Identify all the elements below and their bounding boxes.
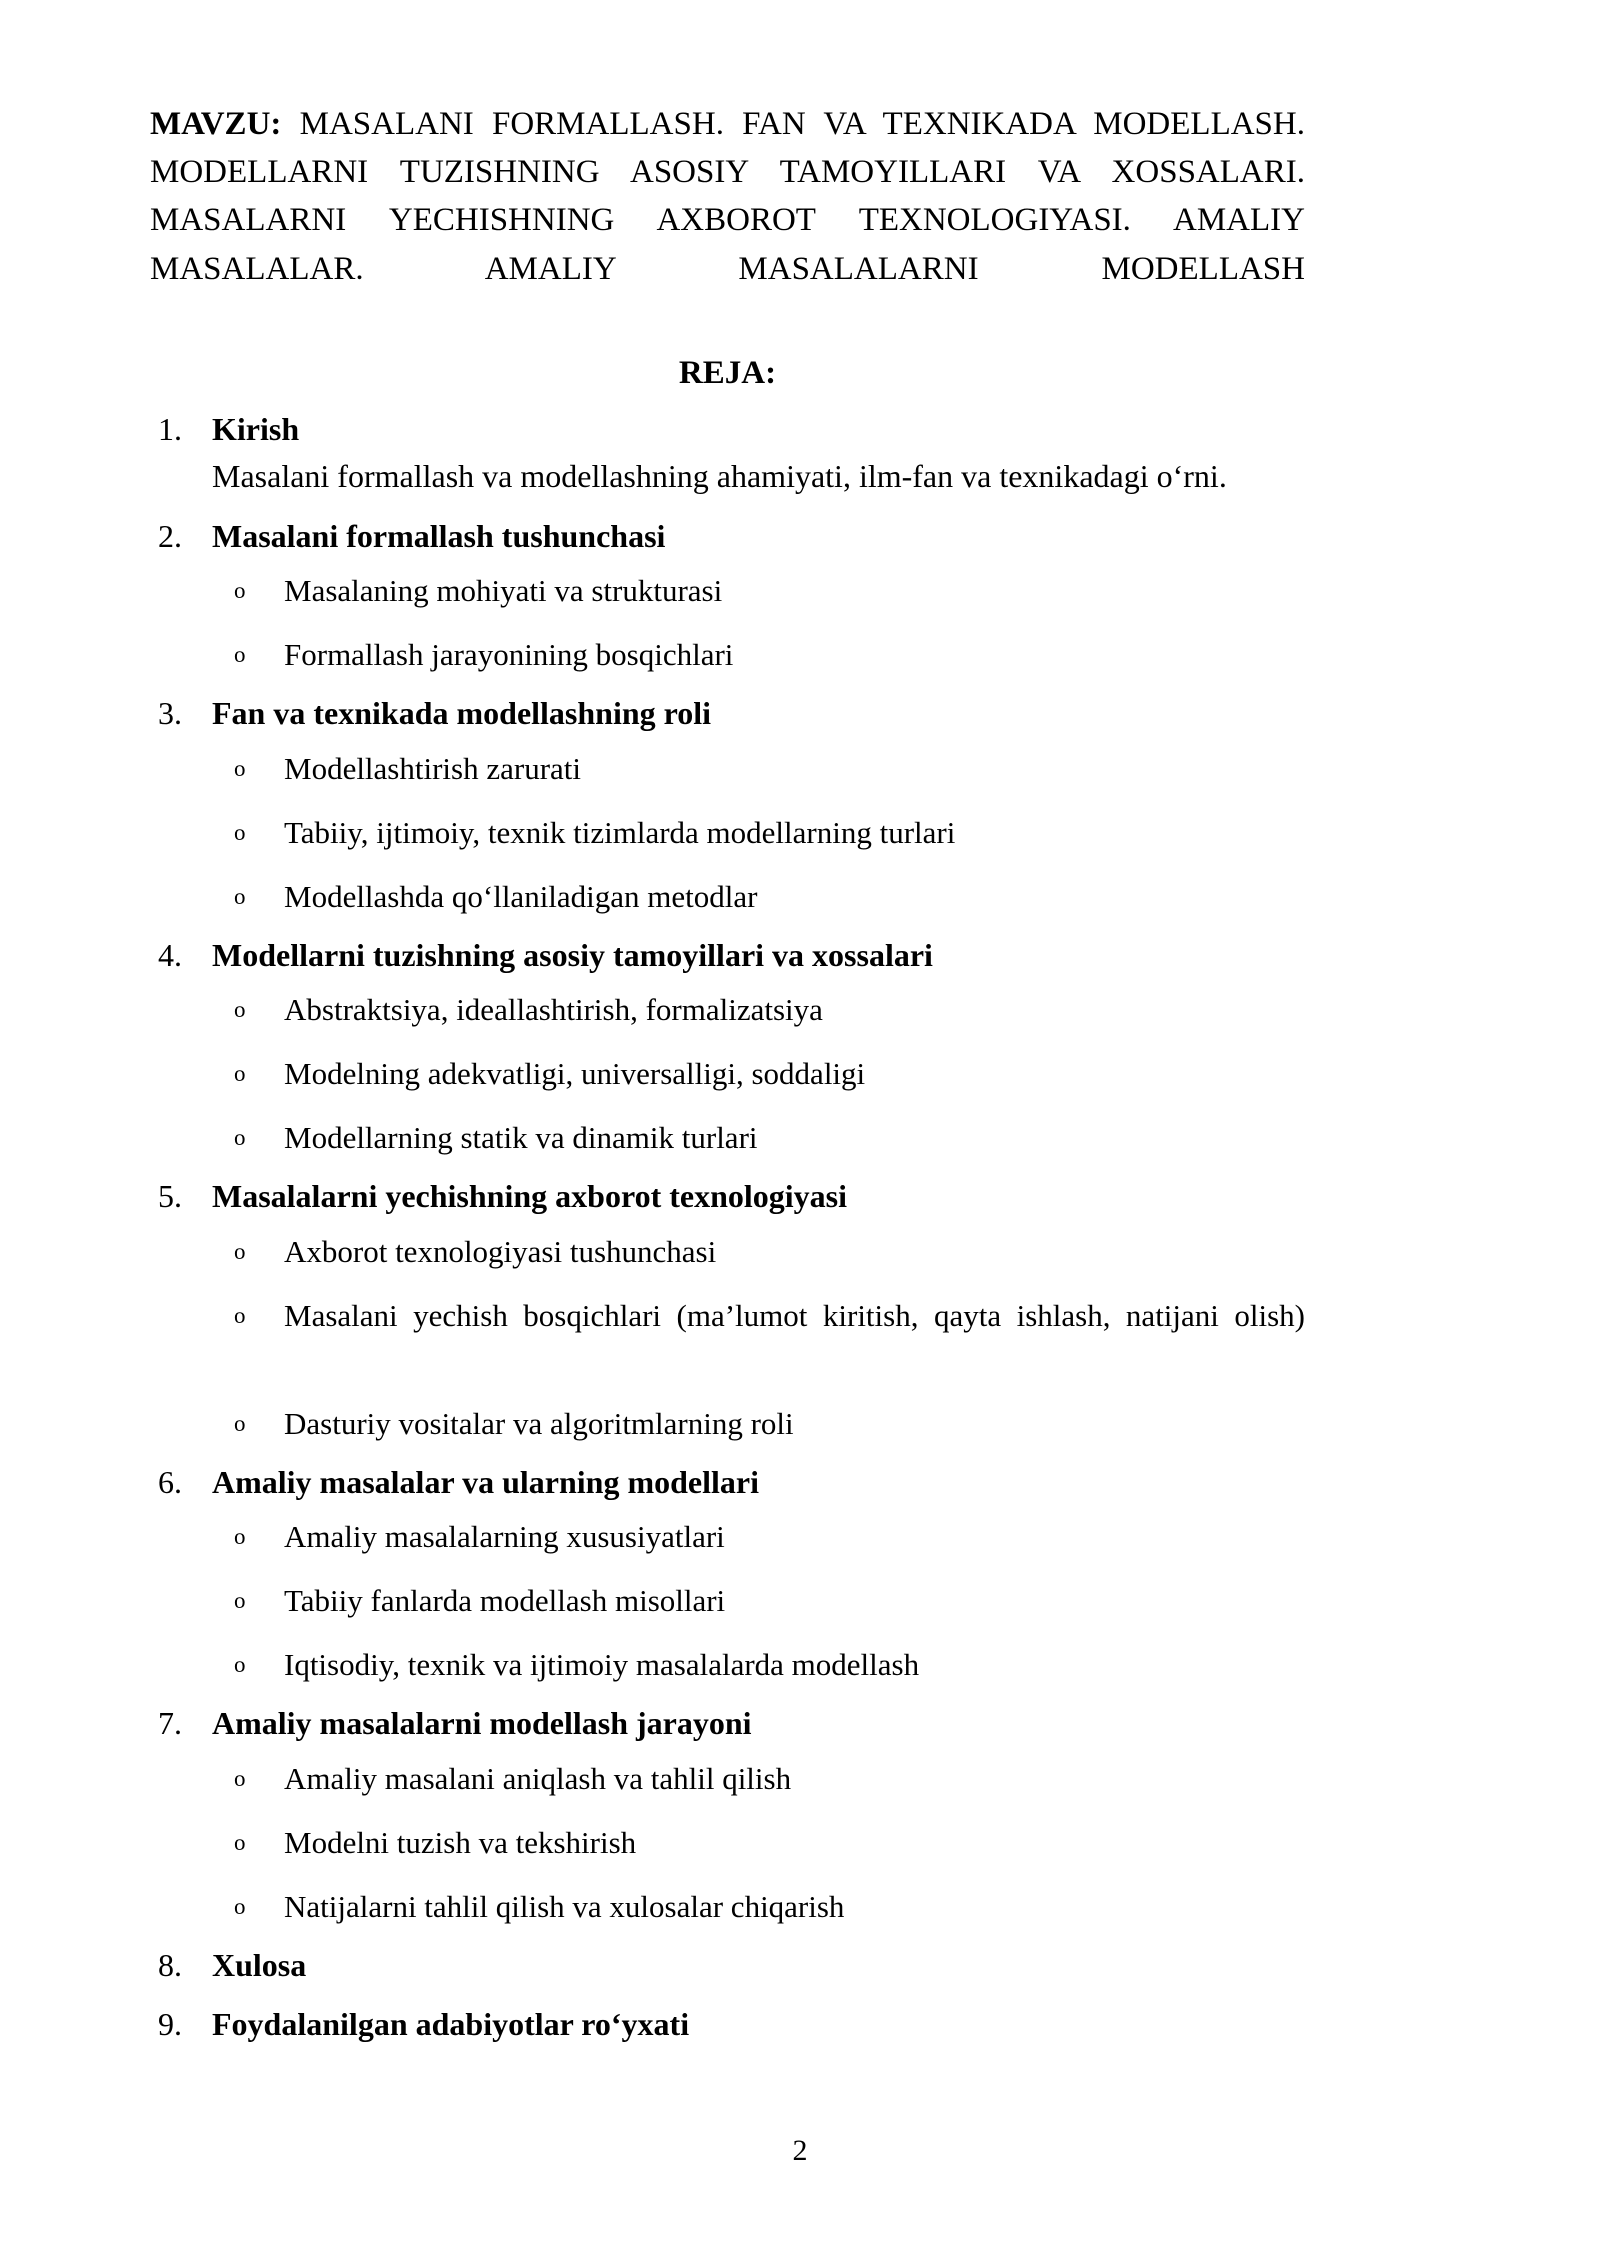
outline-item: [150, 514, 1305, 677]
outline-sub-item: [212, 569, 1305, 613]
bullet-o-icon: o: [234, 578, 246, 604]
bullet-o-icon: o: [234, 1588, 246, 1614]
bullet-o-icon: o: [234, 755, 246, 781]
bullet-o-icon: o: [234, 1302, 246, 1328]
outline-item-number: 8.: [158, 1946, 182, 1983]
bullet-o-icon: o: [234, 1893, 246, 1919]
outline-item: [150, 1943, 1305, 1988]
title-subject-text: MASALANI FORMALLASH. FAN VA TEXNIKADA MODELLASH. MODELLARNI TUZISHNING ASOSIY TAMOYILLARI VA XOSSALARI. MASALARNI YECHISHNING AXBOROT TEXNOLOGIYASI. AMALIY MASALALAR. AMALIY MASALALARNI MODELLASH: [150, 106, 1305, 287]
outline-sub-item-label: Modelning adekvatligi, universalligi, soddaligi: [284, 1056, 866, 1092]
outline-item-number: 7.: [158, 1705, 182, 1742]
outline-sub-item: [212, 1116, 1305, 1160]
bullet-o-icon: o: [234, 1061, 246, 1087]
outline-item-number: 1.: [158, 411, 182, 448]
outline-sub-item: [212, 1402, 1305, 1446]
bullet-o-icon: o: [234, 883, 246, 909]
outline-item-title: Foydalanilgan adabiyotlar ro‘yxati: [212, 2006, 690, 2043]
outline-item: [150, 1460, 1305, 1687]
outline-item-description: Masalani formallash va modellashning ahamiyati, ilm-fan va texnikadagi o‘rni.: [212, 458, 1227, 495]
outline-item-title: Masalani formallash tushunchasi: [212, 517, 666, 554]
outline-sub-item-label: Formallash jarayonining bosqichlari: [284, 637, 734, 673]
outline-sub-item-label: Iqtisodiy, texnik va ijtimoiy masalalarda modellash: [284, 1647, 920, 1683]
outline-sub-list: [212, 1515, 1305, 1687]
outline-sub-item: [212, 875, 1305, 919]
outline-item: [150, 407, 1305, 500]
outline-sub-item-label: Masalani yechish bosqichlari (ma’lumot kiritish, qayta ishlash, natijani olish): [284, 1297, 1305, 1333]
outline-sub-item: [212, 1515, 1305, 1559]
outline-sub-item-label: Amaliy masalalarning xususiyatlari: [284, 1519, 725, 1555]
outline-sub-item-label: Masalaning mohiyati va strukturasi: [284, 573, 723, 609]
outline-sub-item: [212, 811, 1305, 855]
outline-item: [150, 2002, 1305, 2047]
outline-sub-item-label: Axborot texnologiyasi tushunchasi: [284, 1233, 717, 1269]
bullet-o-icon: o: [234, 819, 246, 845]
bullet-o-icon: o: [234, 1829, 246, 1855]
outline-sub-item-label: Modellashda qo‘llaniladigan metodlar: [284, 878, 758, 914]
outline-sub-item: [212, 1579, 1305, 1623]
bullet-o-icon: o: [234, 1410, 246, 1436]
outline-sub-item-label: Tabiiy fanlarda modellash misollari: [284, 1583, 726, 1619]
plan-outline-list: [150, 407, 1305, 2048]
outline-sub-item-label: Amaliy masalani aniqlash va tahlil qilish: [284, 1760, 792, 1796]
bullet-o-icon: o: [234, 1125, 246, 1151]
outline-sub-item: [212, 1885, 1305, 1929]
bullet-o-icon: o: [234, 642, 246, 668]
outline-item: [150, 933, 1305, 1160]
outline-item: [150, 691, 1305, 918]
outline-item-number: 2.: [158, 517, 182, 554]
document-title: [150, 100, 1305, 341]
outline-sub-list: [212, 569, 1305, 677]
outline-sub-item: [212, 1643, 1305, 1687]
outline-sub-item-label: Tabiiy, ijtimoiy, texnik tizimlarda modellarning turlari: [284, 814, 956, 850]
outline-item-title: Modellarni tuzishning asosiy tamoyillari va xossalari: [212, 936, 933, 973]
outline-sub-list: [212, 1230, 1305, 1446]
outline-sub-item: [212, 988, 1305, 1032]
bullet-o-icon: o: [234, 1238, 246, 1264]
outline-sub-list: [212, 747, 1305, 919]
outline-sub-list: [212, 988, 1305, 1160]
outline-sub-item: [212, 1052, 1305, 1096]
outline-sub-item: [212, 1821, 1305, 1865]
bullet-o-icon: o: [234, 1652, 246, 1678]
outline-sub-list: [212, 1757, 1305, 1929]
outline-item-title: Kirish: [212, 411, 300, 448]
document-body: [150, 100, 1305, 2048]
outline-sub-item-label: Dasturiy vositalar va algoritmlarning roli: [284, 1405, 794, 1441]
outline-sub-item: [212, 633, 1305, 677]
outline-item-title: Amaliy masalalar va ularning modellari: [212, 1463, 759, 1500]
outline-sub-item: [212, 1757, 1305, 1801]
bullet-o-icon: o: [234, 997, 246, 1023]
outline-item: [150, 1701, 1305, 1928]
outline-sub-item: [212, 1230, 1305, 1274]
outline-item-number: 9.: [158, 2006, 182, 2043]
outline-item: [150, 1174, 1305, 1446]
outline-sub-item-label: Modelni tuzish va tekshirish: [284, 1824, 637, 1860]
outline-item-title: Fan va texnikada modellashning roli: [212, 695, 712, 732]
outline-item-number: 4.: [158, 936, 182, 973]
outline-item-number: 3.: [158, 695, 182, 732]
outline-sub-item: [212, 747, 1305, 791]
title-subject-label: MAVZU:: [150, 106, 282, 142]
outline-sub-item-label: Modellarning statik va dinamik turlari: [284, 1120, 758, 1156]
outline-item-number: 5.: [158, 1178, 182, 1215]
outline-item-title: Xulosa: [212, 1946, 307, 1983]
bullet-o-icon: o: [234, 1524, 246, 1550]
outline-sub-item-label: Natijalarni tahlil qilish va xulosalar chiqarish: [284, 1888, 845, 1924]
outline-item-number: 6.: [158, 1463, 182, 1500]
outline-sub-item-label: Abstraktsiya, ideallashtirish, formalizatsiya: [284, 992, 823, 1028]
bullet-o-icon: o: [234, 1765, 246, 1791]
plan-heading: REJA:: [678, 354, 777, 391]
outline-item-title: Amaliy masalalarni modellash jarayoni: [212, 1705, 752, 1742]
outline-sub-item-label: Modellashtirish zarurati: [284, 750, 581, 786]
outline-item-title: Masalalarni yechishning axborot texnologiyasi: [212, 1178, 848, 1215]
page-number: 2: [792, 2134, 808, 2167]
outline-sub-item: [212, 1294, 1305, 1382]
